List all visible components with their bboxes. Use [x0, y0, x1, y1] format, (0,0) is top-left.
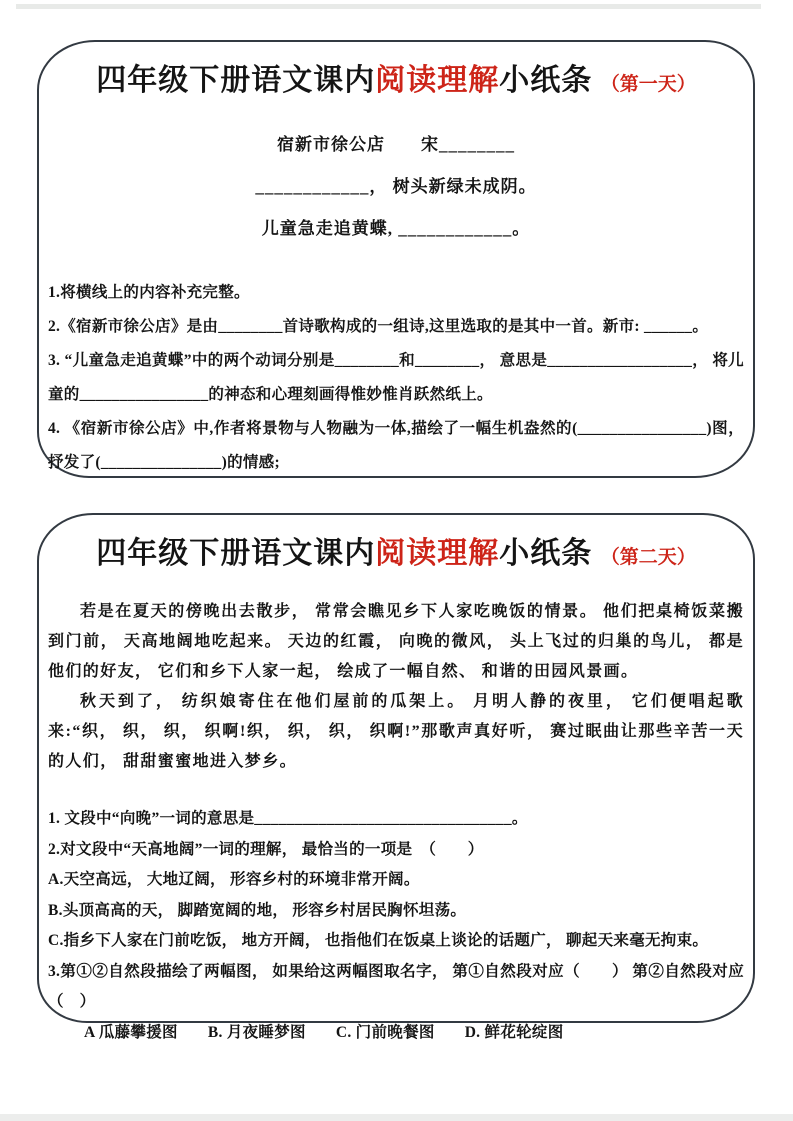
option-item-b: B. 月夜睡梦图: [207, 1023, 306, 1041]
card1-title-part2: 小纸条: [499, 64, 593, 97]
option-item-a: A 瓜藤攀援图: [84, 1023, 178, 1041]
card2-question-1: 1. 文段中“向晚”一词的意思是________________________________。: [48, 810, 528, 828]
worksheet-card-day1: [37, 40, 755, 478]
card2-question-2-option-a: A.天空高远， 大地辽阔， 形容乡村的环境非常开阔。: [48, 871, 420, 889]
reading-passage: [48, 597, 744, 777]
card2-questions: [48, 804, 744, 1048]
card2-question-2-option-c: C.指乡下人家在门前吃饭， 地方开阔， 也指他们在饭桌上谈论的话题广， 聊起天来毫无拘束。: [48, 932, 709, 950]
card2-question-2: 2.对文段中“天高地阔”一词的理解， 最恰当的一项是 （ ）: [48, 840, 484, 858]
poem-heading: 宿新市徐公店 宋________: [277, 135, 515, 155]
worksheet-card-day2: [37, 513, 755, 1041]
card1-question-3: 3. “儿童急走追黄蝶”中的两个动词分别是________和________， 意思是__________________， 将儿童的________________的神态和心理刻画得惟妙惟肖跃然纸上。: [48, 352, 744, 404]
card1-question-4: 4. 《宿新市徐公店》中,作者将景物与人物融为一体,描绘了一幅生机盎然的(________________)图， 抒发了(_______________)的情感;: [48, 420, 744, 472]
passage-paragraph-1: 若是在夏天的傍晚出去散步， 常常会瞧见乡下人家吃晚饭的情景。 他们把桌椅饭菜搬到门前， 天高地阔地吃起来。 天边的红霞， 向晚的微风， 头上飞过的归巢的鸟儿， 都是他们的好友， 它们和乡下人家一起， 绘成了一幅自然、 和谐的田园风景画。: [48, 603, 744, 681]
card1-title-part1: 四年级下册语文课内: [96, 64, 376, 97]
poem-line-2: 儿童急走追黄蝶, ____________。: [261, 219, 531, 239]
poem-block: [48, 124, 744, 250]
card1-questions: [48, 276, 744, 480]
card2-title-part2: 小纸条: [499, 537, 593, 570]
card2-question-2-option-b: B.头顶高高的天， 脚踏宽阔的地， 形容乡村居民胸怀坦荡。: [48, 901, 467, 919]
card2-question-3: 3.第①②自然段描绘了两幅图， 如果给这两幅图取名字， 第①自然段对应（ ） 第②自然段对应（ ）: [48, 962, 744, 1011]
option-item-d: D. 鲜花轮绽图: [464, 1023, 564, 1041]
scan-edge-bottom: [0, 1114, 793, 1121]
passage-paragraph-2: 秋天到了， 纺织娘寄住在他们屋前的瓜架上。 月明人静的夜里， 它们便唱起歌来:“织， 织， 织， 织啊!织， 织， 织， 织啊!”那歌声真好听， 赛过眠曲让那些辛苦一天的人们， 甜甜蜜蜜地进入梦乡。: [48, 693, 744, 771]
option-item-c: C. 门前晚餐图: [335, 1023, 435, 1041]
card2-title: [48, 535, 744, 577]
card1-question-2: 2.《宿新市徐公店》是由________首诗歌构成的一组诗,这里选取的是其中一首。新市: ______。: [48, 318, 709, 336]
card1-title-highlight: 阅读理解: [375, 64, 500, 97]
card1-title: [48, 62, 744, 104]
card2-question-3-options: [48, 1018, 744, 1049]
card1-day-badge: （第一天）: [600, 74, 696, 95]
scan-edge-top: [16, 4, 761, 9]
card2-day-badge: （第二天）: [600, 547, 696, 568]
card2-title-part1: 四年级下册语文课内: [96, 537, 376, 570]
card2-title-highlight: 阅读理解: [375, 537, 500, 570]
card1-question-1: 1.将横线上的内容补充完整。: [48, 284, 250, 302]
poem-line-1: ____________， 树头新绿未成阴。: [255, 177, 537, 197]
